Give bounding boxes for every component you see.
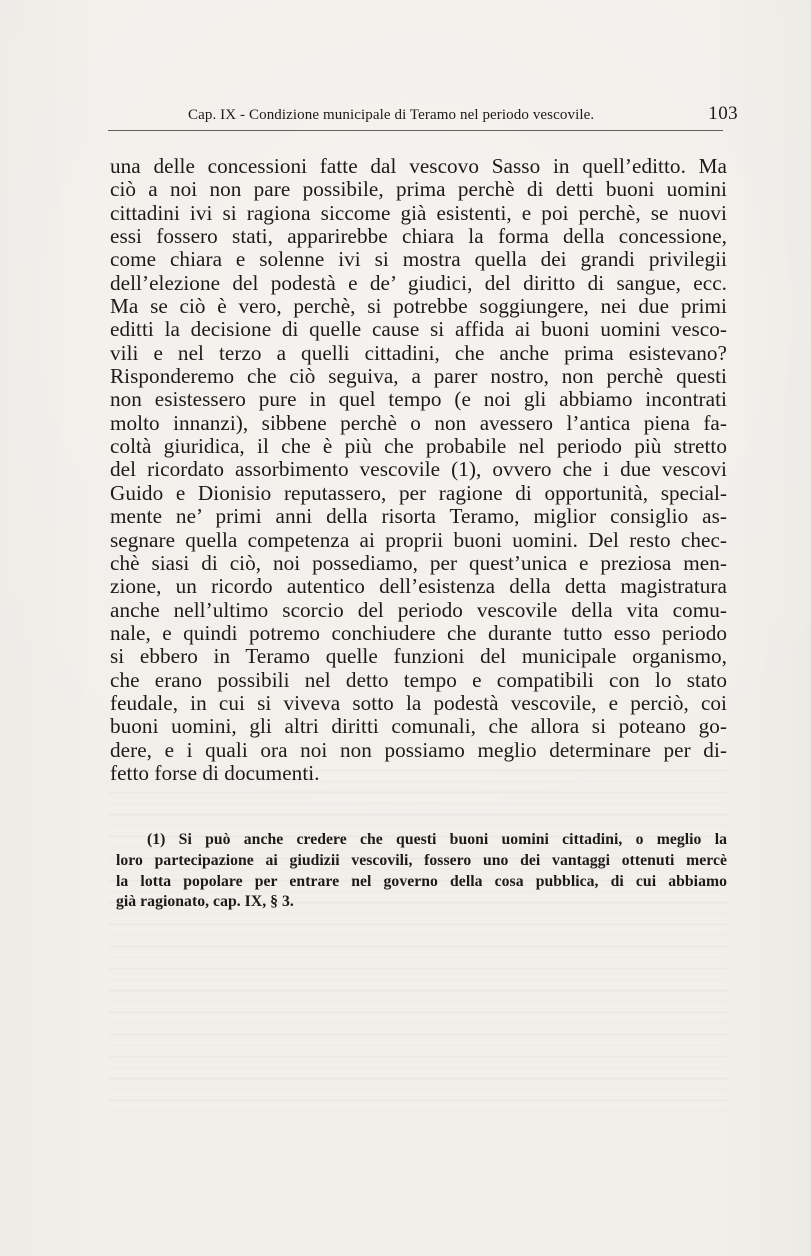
text-line: si ebbero in Teramo quelle funzioni del municipale organismo, [110, 645, 727, 669]
text-line: chè siasi di ciò, noi possediamo, per quest’unica e preziosa men- [110, 551, 727, 575]
main-text [110, 155, 727, 785]
footnote [116, 830, 727, 913]
text-line: editti la decisione di quelle cause si affida ai buoni uomini vesco- [110, 318, 727, 342]
text-line: dere, e i quali ora noi non possiamo meglio determinare per di- [110, 738, 727, 762]
text-line: Ma se ciò è vero, perchè, si potrebbe soggiungere, nei due primi [110, 295, 727, 319]
text-line: fetto forse di documenti. [110, 761, 320, 785]
text-line: cittadini ivi si ragiona siccome già esistenti, e poi perchè, se nuovi [110, 201, 727, 225]
footnote-line: la lotta popolare per entrare nel governo della cosa pubblica, di cui abbiamo [116, 872, 727, 890]
text-line: segnare quella competenza ai proprii buoni uomini. Del resto chec- [110, 528, 727, 552]
running-head [188, 103, 738, 127]
bleed-through-text [109, 770, 729, 1130]
footnote-line: loro partecipazione ai giudizii vescovili, fossero uno dei vantaggi ottenuti mercè [116, 851, 727, 869]
text-line: del ricordato assorbimento vescovile (1), ovvero che i due vescovi [110, 458, 727, 482]
text-line: Risponderemo che ciò seguiva, a parer nostro, non perchè questi [110, 365, 727, 389]
text-line: nale, e quindi potremo conchiudere che durante tutto esso periodo [110, 621, 727, 645]
header-rule [108, 130, 723, 131]
page-number: 103 [708, 103, 738, 124]
text-line: Guido e Dionisio reputassero, per ragione di opportunità, special- [110, 481, 727, 505]
text-line: vili e nel terzo a quelli cittadini, che anche prima esistevano? [110, 341, 727, 365]
footnote-line: già ragionato, cap. IX, § 3. [116, 893, 294, 911]
text-line: non esistessero pure in quel tempo (e noi gli abbiamo incontrati [110, 388, 727, 412]
text-line: ciò a noi non pare possibile, prima perchè di detti buoni uomini [110, 178, 727, 202]
text-line: anche nell’ultimo scorcio del periodo vescovile della vita comu- [110, 598, 727, 622]
text-line: mente ne’ primi anni della risorta Teramo, miglior consiglio as- [110, 505, 727, 529]
text-line: come chiara e solenne ivi si mostra quella dei grandi privilegii [110, 248, 727, 272]
text-line: essi fossero stati, apparirebbe chiara la forma della concessione, [110, 225, 727, 249]
text-line: buoni uomini, gli altri diritti comunali, che allora si poteano go- [110, 715, 727, 739]
text-line: che erano possibili nel detto tempo e compatibili con lo stato [110, 668, 727, 692]
text-line: coltà giuridica, il che è più che probabile nel periodo più stretto [110, 435, 727, 459]
text-line: dell’elezione del podestà e de’ giudici, del diritto di sangue, ecc. [110, 271, 727, 295]
running-head-title: Cap. IX - Condizione municipale di Teramo nel periodo vescovile. [188, 107, 595, 123]
text-line: una delle concessioni fatte dal vescovo Sasso in quell’editto. Ma [110, 155, 727, 178]
text-line: zione, un ricordo autentico dell’esistenza della detta magistratura [110, 575, 727, 599]
text-line: molto innanzi), sibbene perchè o non avessero l’antica piena fa- [110, 411, 727, 435]
footnote-line: (1) Si può anche credere che questi buoni uomini cittadini, o meglio la [147, 831, 727, 848]
text-line: feudale, in cui si viveva sotto la podestà vescovile, e perciò, coi [110, 691, 727, 715]
